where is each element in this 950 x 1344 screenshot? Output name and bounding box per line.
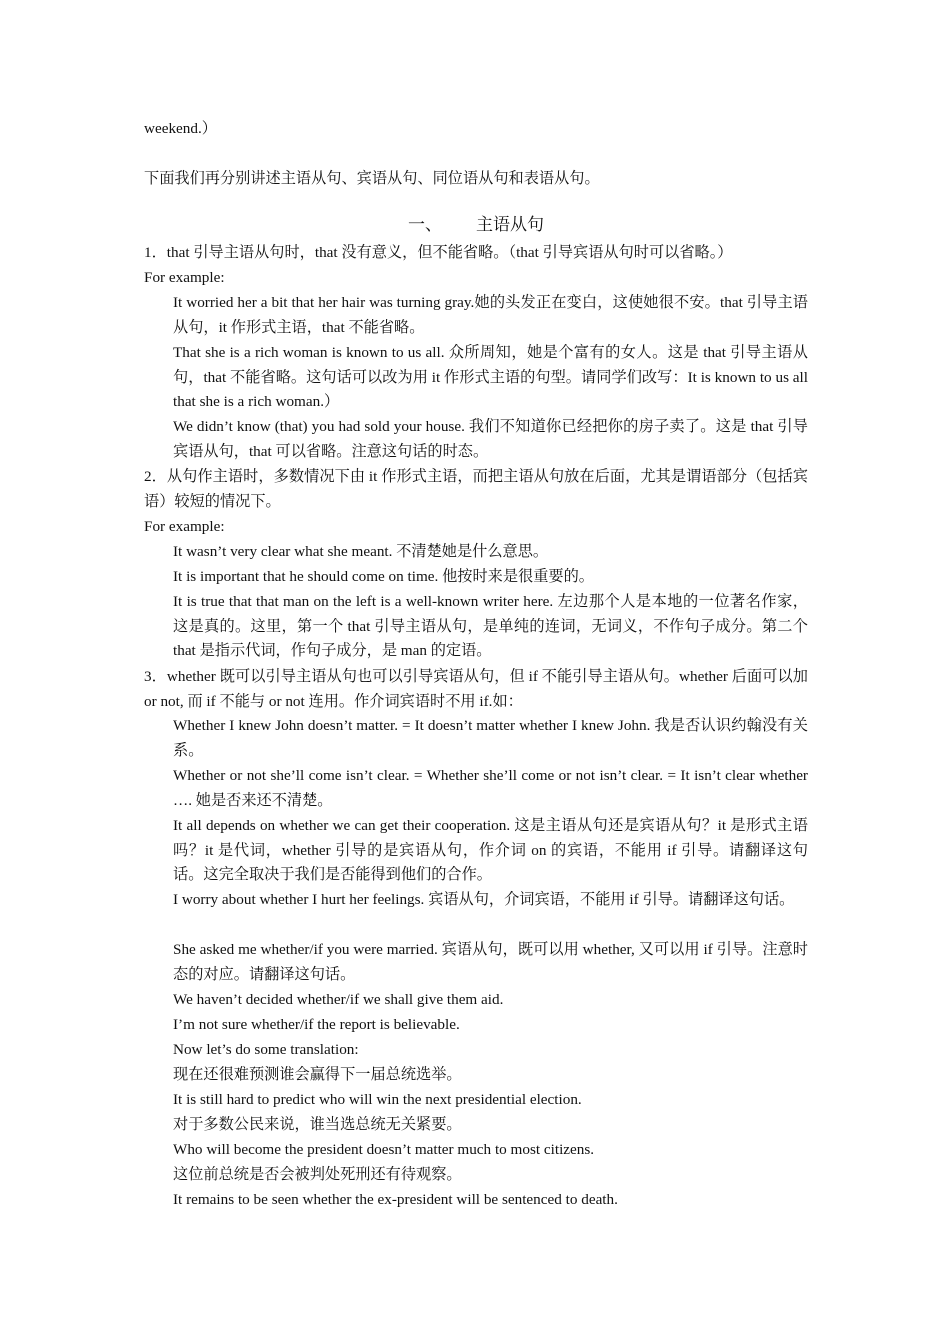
example-sentence: Whether or not she’ll come isn’t clear. = Whether she’ll come or not isn’t clear. = It isn’t clear whether …. 她是否来还不清楚。: [173, 767, 808, 809]
translation-intro: Now let’s do some translation:: [173, 1041, 359, 1058]
translation-english: It remains to be seen whether the ex-president will be sentenced to death.: [173, 1191, 618, 1208]
example-sentence: I worry about whether I hurt her feelings. 宾语从句，介词宾语，不能用 if 引导。请翻译这句话。: [173, 891, 795, 908]
translation-english: Who will become the president doesn’t matter much to most citizens.: [173, 1141, 595, 1158]
point-1: 1．that 引导主语从句时，that 没有意义，但不能省略。（that 引导宾语从句时可以省略。）: [144, 244, 733, 261]
paragraph: 下面我们再分别讲述主语从句、宾语从句、同位语从句和表语从句。: [144, 170, 600, 187]
example-sentence: It worried her a bit that her hair was turning gray.她的头发正在变白，这使她很不安。that 引导主语从句，it 作形式主语，that 不能省略。: [173, 294, 808, 336]
section-title: 主语从句: [476, 215, 544, 234]
example-sentence: She asked me whether/if you were married. 宾语从句，既可以用 whether, 又可以用 if 引导。注意时态的对应。请翻译这句话。: [173, 941, 808, 983]
translation-chinese: 这位前总统是否会被判处死刑还有待观察。: [173, 1166, 462, 1183]
translation-chinese: 现在还很难预测谁会赢得下一届总统选举。: [173, 1066, 462, 1083]
example-label: For example:: [144, 269, 225, 286]
translation-english: It is still hard to predict who will win the next presidential election.: [173, 1091, 582, 1108]
translation-chinese: 对于多数公民来说，谁当选总统无关紧要。: [173, 1116, 462, 1133]
point-2: 2．从句作主语时，多数情况下由 it 作形式主语，而把主语从句放在后面，尤其是谓语部分（包括宾语）较短的情况下。: [144, 468, 808, 510]
example-label: For example:: [144, 518, 225, 535]
example-sentence: Whether I knew John doesn’t matter. = It doesn’t matter whether I knew John. 我是否认识约翰没有关系。: [173, 717, 808, 759]
example-sentence: We didn’t know (that) you had sold your house. 我们不知道你已经把你的房子卖了。这是 that 引导宾语从句，that 可以省略。注意这句话的时态。: [173, 418, 808, 460]
example-sentence: It all depends on whether we can get their cooperation. 这是主语从句还是宾语从句？it 是形式主语吗？it 是代词，whether 引导的是宾语从句，作介词 on 的宾语，不能用 if 引导。请翻译这句话。这完全取决于我们是否能得到他们的合作。: [173, 817, 808, 884]
example-sentence: It wasn’t very clear what she meant. 不清楚她是什么意思。: [173, 543, 549, 560]
example-sentence: It is true that that man on the left is a well-known writer here. 左边那个人是本地的一位著名作家，这是真的。这里，第一个 that 引导主语从句，是单纯的连词，无词义，不作句子成分。第二个 that 是指示代词，作句子成分，是 man 的定语。: [173, 593, 808, 660]
section-heading: [144, 213, 808, 238]
example-sentence: That she is a rich woman is known to us all. 众所周知，她是个富有的女人。这是 that 引导主语从句，that 不能省略。这句话可以改为用 it 作形式主语的句型。请同学们改写：It is known to us all that she is a rich woman.）: [173, 344, 808, 411]
example-sentence: We haven’t decided whether/if we shall give them aid.: [173, 991, 504, 1008]
example-sentence: I’m not sure whether/if the report is believable.: [173, 1016, 460, 1033]
example-sentence: It is important that he should come on time. 他按时来是很重要的。: [173, 568, 594, 585]
paragraph: weekend.）: [144, 120, 217, 137]
point-3: 3．whether 既可以引导主语从句也可以引导宾语从句，但 if 不能引导主语从句。whether 后面可以加 or not, 而 if 不能与 or not 连用。作介词宾语时不用 if.如：: [144, 668, 808, 710]
section-number: 一、: [408, 215, 442, 234]
